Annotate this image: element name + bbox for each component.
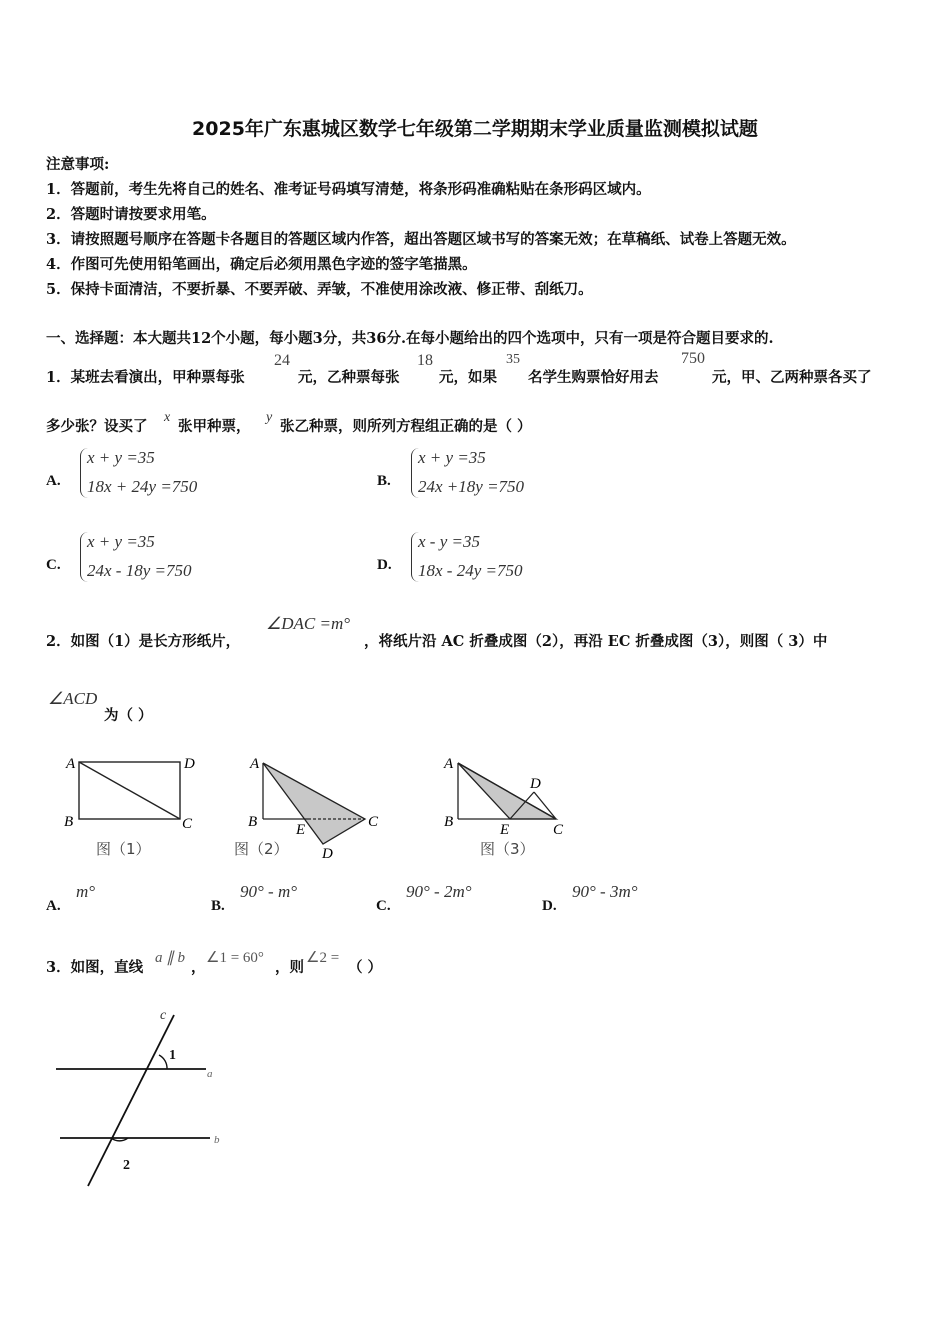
q2-option-c-value: 90° - 2m° <box>406 882 472 901</box>
q2-figure-3 <box>443 756 564 858</box>
line-c <box>88 1015 174 1186</box>
q2-angle-dac: ∠DAC =m° <box>266 614 351 633</box>
q2-option-d-value: 90° - 3m° <box>572 882 638 901</box>
q3-text-1: 3．如图，直线 <box>46 959 144 976</box>
fig1-caption: 图（1） <box>96 840 151 858</box>
q3-text-2: ，则 <box>275 959 304 976</box>
q2-figure-2 <box>234 756 379 862</box>
q2-option-a-value: m° <box>76 882 96 901</box>
q1-option-a-eq1: x + y =35 <box>87 448 155 467</box>
q2-option-b-value: 90° - m° <box>240 882 298 901</box>
q2-text-3: 为（ ） <box>104 707 153 724</box>
q1-option-a-eq2: 18x + 24y =750 <box>87 477 198 496</box>
q3-label-2: 2 <box>123 1158 130 1173</box>
q3-text-3: （ ） <box>348 959 383 976</box>
fig3-label-d: D <box>530 776 541 792</box>
q1-text-8: 张乙种票，则所列方程组正确的是（ ） <box>280 418 532 435</box>
fig1-label-d: D <box>184 756 195 772</box>
q3-angle-2: ∠2 = <box>306 950 340 966</box>
fig2-label-d: D <box>322 846 333 862</box>
page-title: 2025年广东惠城区数学七年级第二学期期末学业质量监测模拟试题 <box>192 118 758 140</box>
q3-parallel: a ∥ b <box>155 950 185 966</box>
fig2-label-c: C <box>368 814 379 830</box>
q1-text-5: 元，甲、乙两种票各买了 <box>712 369 872 386</box>
q1-option-c-eq1: x + y =35 <box>87 532 155 551</box>
fig2-label-b: B <box>248 814 258 830</box>
q2-text-1: 2．如图（1）是长方形纸片， <box>46 633 241 650</box>
notice-item-5: 5．保持卡面清洁，不要折暴、不要弄破、弄皱，不准使用涂改液、修正带、刮纸刀。 <box>46 281 593 298</box>
fig1-label-c: C <box>182 816 193 832</box>
q1-text-6: 多少张？设买了 <box>46 418 148 435</box>
q1-option-d-eq1: x - y =35 <box>418 532 480 551</box>
q1-option-a-label[interactable]: A. <box>46 473 61 489</box>
q1-value-750: 750 <box>681 350 705 367</box>
q2-angle-acd: ∠ACD <box>48 689 98 708</box>
q2-figures <box>60 748 620 866</box>
q1-option-d-label[interactable]: D. <box>377 557 392 573</box>
fig2-label-a: A <box>250 756 260 772</box>
q2-option-d-label[interactable]: D. <box>542 898 557 914</box>
q3-comma: ， <box>191 959 206 976</box>
q2-figure-1 <box>64 756 195 858</box>
q1-text-2: 元，乙种票每张 <box>298 369 400 386</box>
q1-var-x: x <box>164 410 171 425</box>
notice-item-3: 3．请按照题号顺序在答题卡各题目的答题区域内作答，超出答题区域书写的答案无效；在草稿纸、试卷上答题无效。 <box>46 231 796 248</box>
notice-heading: 注意事项: <box>46 156 110 173</box>
q1-value-18: 18 <box>417 352 433 369</box>
q2-text-2: ，将纸片沿 AC 折叠成图（2），再沿 EC 折叠成图（3），则图（ 3）中 <box>364 633 828 650</box>
q1-text-4: 名学生购票恰好用去 <box>528 369 659 386</box>
q2-option-a-label[interactable]: A. <box>46 898 61 914</box>
q3-angle-1: ∠1 = 60° <box>206 950 264 966</box>
q1-option-c-eq2: 24x - 18y =750 <box>87 561 192 580</box>
fig2-caption: 图（2） <box>234 840 289 858</box>
notice-item-4: 4．作图可先使用铅笔画出，确定后必须用黑色字迹的签字笔描黑。 <box>46 256 477 273</box>
q1-option-b-eq1: x + y =35 <box>418 448 486 467</box>
fig1-label-b: B <box>64 814 74 830</box>
section-heading: 一、选择题：本大题共12个小题，每小题3分，共36分.在每小题给出的四个选项中，只有一项是符合题目要求的. <box>46 330 774 347</box>
q1-text-1: 1．某班去看演出，甲种票每张 <box>46 369 245 386</box>
fig2-label-e: E <box>296 822 306 838</box>
q1-var-y: y <box>266 410 273 425</box>
q1-option-d-eq2: 18x - 24y =750 <box>418 561 523 580</box>
q3-label-b: b <box>214 1134 220 1146</box>
q3-label-a: a <box>207 1068 213 1080</box>
q3-label-1: 1 <box>169 1048 176 1063</box>
q1-option-c-label[interactable]: C. <box>46 557 61 573</box>
notice-item-1: 1．答题前，考生先将自己的姓名、准考证号码填写清楚，将条形码准确粘贴在条形码区域内。 <box>46 181 651 198</box>
q1-option-b-eq2: 24x +18y =750 <box>418 477 525 496</box>
fig3-label-a: A <box>444 756 454 772</box>
fig3-label-b: B <box>444 814 454 830</box>
q1-value-35: 35 <box>506 352 520 367</box>
q1-text-7: 张甲种票， <box>178 418 251 435</box>
fig3-label-c: C <box>553 822 564 838</box>
q2-option-c-label[interactable]: C. <box>376 898 391 914</box>
q1-option-b-label[interactable]: B. <box>377 473 391 489</box>
q2-option-b-label[interactable]: B. <box>211 898 225 914</box>
q3-label-c: c <box>160 1008 167 1023</box>
fig3-caption: 图（3） <box>480 840 535 858</box>
q3-figure <box>40 1005 240 1195</box>
notice-item-2: 2．答题时请按要求用笔。 <box>46 206 216 223</box>
q1-value-24: 24 <box>274 352 290 369</box>
q1-text-3: 元，如果 <box>439 369 497 386</box>
fig1-label-a: A <box>66 756 76 772</box>
fig3-label-e: E <box>500 822 510 838</box>
